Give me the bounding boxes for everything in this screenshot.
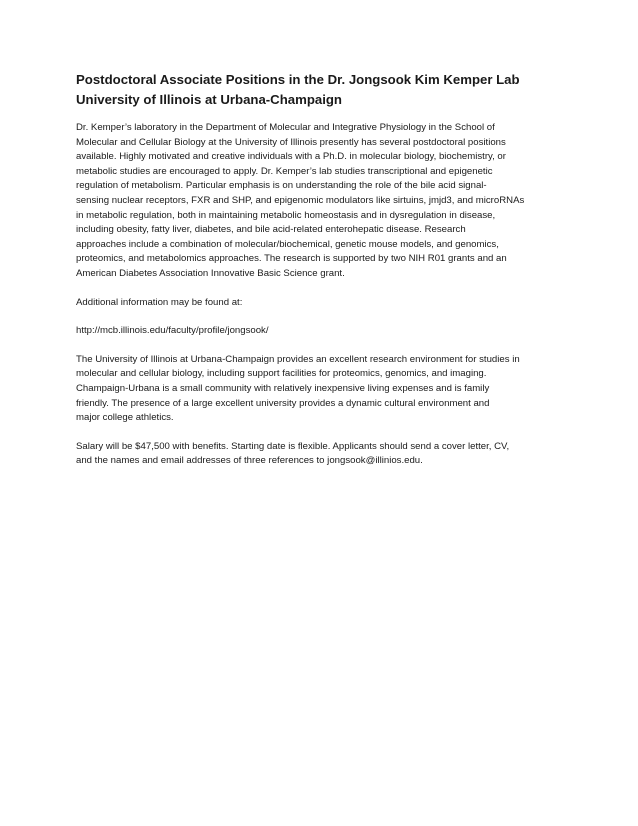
title-line-1: Postdoctoral Associate Positions in the Dr. Jongsook Kim Kemper Lab <box>76 72 520 87</box>
intro-line: regulation of metabolism. Particular emphasis is on understanding the role of the bile acid signal- <box>76 180 487 192</box>
salary-line: and the names and email addresses of three references to jongsook@illinios.edu. <box>76 455 423 467</box>
intro-line: Dr. Kemper’s laboratory in the Department of Molecular and Integrative Physiology in the School of <box>76 122 495 133</box>
intro-line: Molecular and Cellular Biology at the University of Illinois presently has several postdoctoral positions <box>76 136 506 148</box>
environment-line: The University of Illinois at Urbana-Champaign provides an excellent research environment for studies in <box>76 353 520 365</box>
intro-line: metabolic studies are encouraged to apply. Dr. Kemper’s lab studies transcriptional and epigenetic <box>76 165 493 177</box>
environment-line: molecular and cellular biology, including support facilities for proteomics, genomics, and imaging. <box>76 368 487 380</box>
intro-paragraph <box>76 121 568 282</box>
salary-line: Salary will be $47,500 with benefits. Starting date is flexible. Applicants should send a cover letter, CV, <box>76 440 510 452</box>
intro-line: available. Highly motivated and creative individuals with a Ph.D. in molecular biology, biochemistry, or <box>76 151 506 163</box>
environment-line: friendly. The presence of a large excellent university provides a dynamic cultural environment and <box>76 397 490 409</box>
intro-line: sensing nuclear receptors, FXR and SHP, and epigenomic modulators like sirtuins, jmjd3, and microRNAs <box>76 194 525 206</box>
salary-paragraph <box>76 440 568 469</box>
intro-line: in metabolic regulation, both in maintaining metabolic homeostasis and in dysregulation in disease, <box>76 209 496 221</box>
environment-paragraph <box>76 353 568 426</box>
intro-line: American Diabetes Association Innovative Basic Science grant. <box>76 267 345 279</box>
additional-info-paragraph <box>76 296 568 311</box>
title-line-2: University of Illinois at Urbana-Champaign <box>76 92 342 107</box>
intro-line: proteomics, and metabolomics approaches. The research is supported by two NIH R01 grants and an <box>76 253 507 265</box>
additional-info-text: Additional information may be found at: <box>76 296 243 308</box>
document-page <box>76 70 568 483</box>
intro-line: approaches include a combination of molecular/biochemical, genetic mouse models, and genomics, <box>76 238 499 250</box>
profile-url-paragraph <box>76 324 568 339</box>
document-title <box>76 70 568 110</box>
profile-url: http://mcb.illinois.edu/faculty/profile/jongsook/ <box>76 325 269 337</box>
intro-line: including obesity, fatty liver, diabetes, and bile acid-related enterohepatic disease. Research <box>76 224 466 236</box>
environment-line: major college athletics. <box>76 412 174 424</box>
environment-line: Champaign-Urbana is a small community with relatively inexpensive living expenses and is family <box>76 382 490 394</box>
